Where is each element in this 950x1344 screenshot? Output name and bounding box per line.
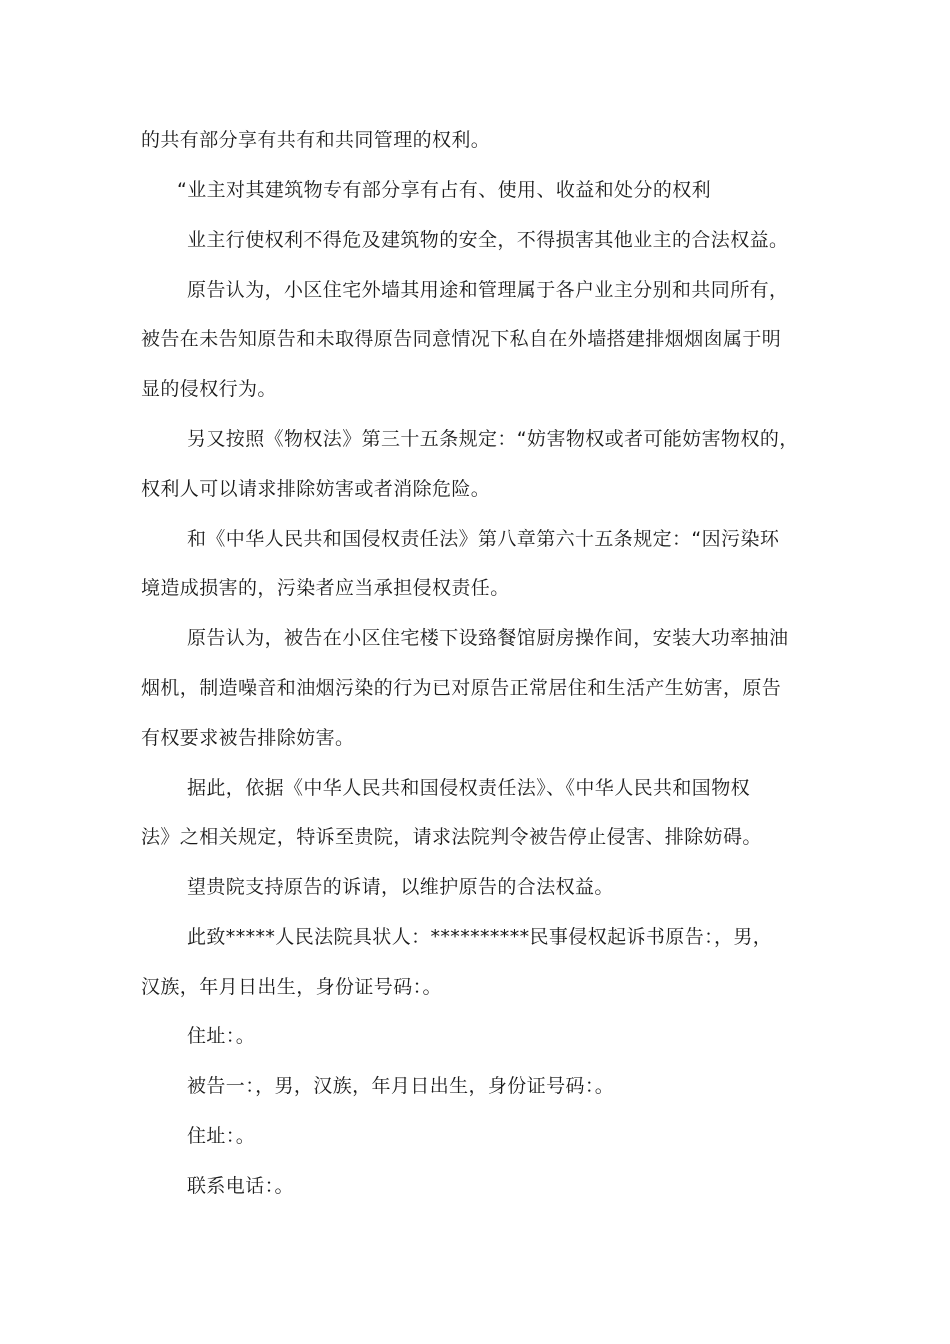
text-line: 住址：。 [187, 1025, 256, 1047]
text-line: 有权要求被告排除妨害。 [141, 727, 355, 749]
text-line: 境造成损害的，污染者应当承担侵权责任。 [141, 577, 510, 599]
text-line: 显的侵权行为。 [141, 378, 277, 400]
text-line: 法》之相关规定，特诉至贵院，请求法院判令被告停止侵害、排除妨碍。 [141, 826, 762, 848]
text-line: 此致*****人民法院具状人：**********民事侵权起诉书原告：，男， [187, 926, 773, 948]
text-line: “业主对其建筑物专有部分享有占有、使用、收益和处分的权利 [177, 179, 712, 201]
text-line: 据此，依据《中华人民共和国侵权责任法》、《中华人民共和国物权 [187, 777, 751, 799]
text-line: 的共有部分享有共有和共同管理的权利。 [141, 129, 491, 151]
text-line: 被告在未告知原告和未取得原告同意情况下私自在外墙搭建排烟烟囱属于明 [141, 328, 782, 350]
text-line: 业主行使权利不得危及建筑物的安全，不得损害其他业主的合法权益。 [187, 229, 789, 251]
text-line: 联系电话：。 [187, 1175, 294, 1197]
text-line: 原告认为，被告在小区住宅楼下设臵餐馆厨房操作间，安装大功率抽油 [187, 627, 789, 649]
text-line: 权利人可以请求排除妨害或者消除危险。 [141, 478, 491, 500]
text-line: 被告一：，男，汉族，年月日出生，身份证号码：。 [187, 1075, 615, 1097]
text-line: 望贵院支持原告的诉请，以维护原告的合法权益。 [187, 876, 614, 898]
text-line: 原告认为，小区住宅外墙其用途和管理属于各户业主分别和共同所有， [187, 279, 789, 301]
text-line: 烟机，制造噪音和油烟污染的行为已对原告正常居住和生活产生妨害，原告 [141, 677, 782, 699]
text-line: 另又按照《物权法》第三十五条规定：“妨害物权或者可能妨害物权的， [187, 428, 799, 450]
text-line: 汉族，年月日出生，身份证号码：。 [141, 976, 442, 998]
text-line: 和《中华人民共和国侵权责任法》第八章第六十五条规定：“因污染环 [187, 528, 780, 550]
text-line: 住址：。 [187, 1125, 256, 1147]
